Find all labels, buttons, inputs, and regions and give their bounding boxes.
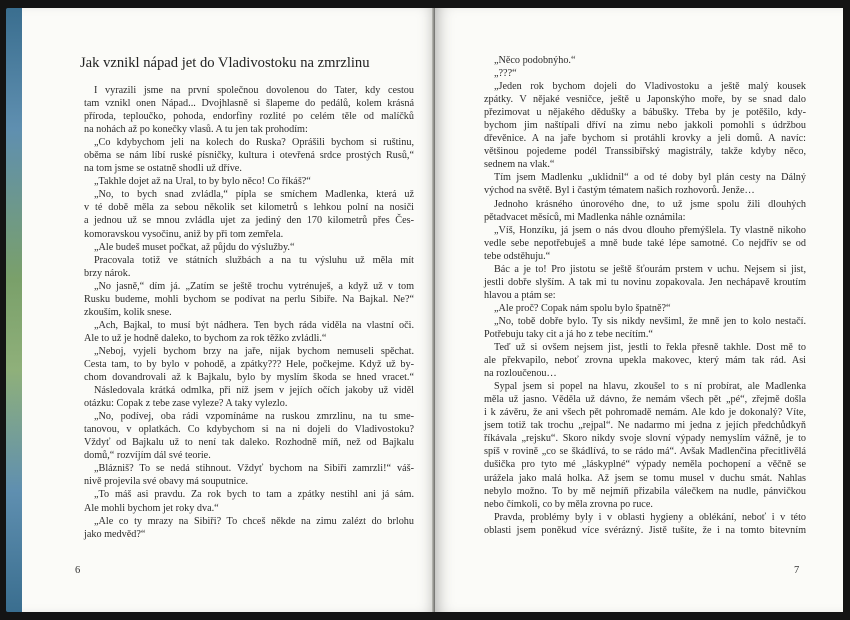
text-line: „Blázniš? To se nedá stihnout. Vždyť bychom na Sibiři zamrzli!“ váš- [94,463,414,475]
text-line: východ na světě. Byl i častým tématem našich rozhovorů. Jenže… [484,185,755,197]
text-line: Pracovala totiž ve státních službách a na tu výsluhu už měla mít [94,254,414,266]
text-line: oběma se nám líbí ruské písničky, kultura i otevřená srdce prostých Rusů,“ [84,150,414,162]
text-line: jsem totiž tak trochu „rejpal“. Ne nadarmo mi jedna z jejích předchůdkyň [484,420,806,432]
text-line: oblasti jsem poněkud více svérázný. Jistě tušíte, že i na tomto bitevním [484,524,806,536]
text-line: v té době měla za sebou několik set kilometrů s lehkou polní na nosiči [84,202,414,214]
text-line: říkávala „rejsku“. Skoro nikdy svoje slovní výpady nemyslím vážně, je to [484,433,806,445]
text-line: Tím jsem Madlenku „uklidnil“ a od té doby byl plán cesty na Dálný [494,172,806,184]
text-line: zkouším, kolik snese. [84,306,172,318]
text-line: „???“ [494,68,517,80]
text-line: na rozloučenou… [484,368,557,380]
text-line: „No, tobě dobře bylo. Ty sis nikdy nevšiml, že mně jen to kolo nestačí. [494,315,806,327]
text-line: „Co kdybychom jeli na kolech do Ruska? Oprášili bychom si ruštinu, [94,137,414,149]
text-line: „Něco podobnýho.“ [494,55,576,66]
text-line: Teď už si ovšem nejsem jist, jestli to řekla přesně takhle. Dost mě to [494,342,806,354]
text-line: na tom jsme se ostatně shodli už dříve. [84,163,242,175]
text-line: dřevěnice. A na jaře bychom si protáhli krovky a jeli domů. A navíc: [484,133,806,145]
text-line: Cesta tam, to by bylo v pohodě, a zpátky??? Hele, počkejme. Když už by- [84,358,414,370]
right-page [435,8,843,612]
text-line: Ale to už je hodně daleko, to bychom za rok těžko zvládli.“ [84,332,327,344]
text-line: měla už jasno. Věděla už dávno, že nemám všech pět „pé“, zřejmě došla [484,394,806,406]
text-line: „No, podívej, oba rádi vzpomínáme na ruskou zmrzlinu, na tu sme- [94,411,414,423]
text-line: „Jeden rok bychom dojeli do Vladivostoku a ještě malý kousek [494,81,806,93]
chapter-title: Jak vznikl nápad jet do Vladivostoku na zmrzlinu [80,55,370,71]
text-line: hlavou a ptám se: [484,289,556,301]
text-line: Rusku budeme, mohli bychom se podívat na perlu Sibiře. Na Bajkal. Ne?“ [84,293,414,305]
text-line: „Ach, Bajkal, to musí být nádhera. Ten bych ráda viděla na vlastní oči. [94,319,414,331]
text-line: komoravskou vysočinu, aniž by při tom zemřela. [84,228,284,240]
text-line: „To máš asi pravdu. Za rok bych to tam a zpátky nestihl ani já sám. [94,489,414,501]
text-line: sednem na vlak.“ [484,159,555,171]
text-line: tanovou, v oplatkách. Co kdybychom si na ni dojeli do Vladivostoku? [84,424,414,436]
text-line: ale překvapilo, neboť zrovna upekla makovec, který mám tak rád. Asi [484,355,806,367]
text-line: jako medvěd?“ [84,528,146,540]
text-line: přezimovat u nějakého dědušky a bábušky. Třeba by je potěšilo, kdy- [484,107,806,119]
left-page [22,8,435,612]
text-line: dušička pro tyto mé „láskyplné“ výpady neměla pochopení a věčně se [484,459,806,471]
text-line: Sypal jsem si popel na hlavu, zkoušel to s ní probírat, ale Madlenka [494,381,806,393]
text-line: jestli dobře slyším. A tak mi tu novinu zopakovala. Jen nechápavě kroutím [484,276,806,288]
text-line: a jednou už se mnou zvládla ujet za jediný den 170 kilometrů přes Čes- [84,215,414,227]
text-line: I vyrazili jsme na první společnou dovolenou do Tater, kdy cestou [94,85,414,96]
text-line: „Neboj, vyjeli bychom brzy na jaře, nijak bychom nemuseli spěchat. [94,345,414,357]
text-line: chom dovandrovali až k Bajkalu, bylo by myslím škoda se hned vracet.“ [84,372,414,384]
text-line: Bác a je to! Pro jistotu se ještě šťourám prstem v uchu. Nejsem si jist, [494,263,806,275]
text-line: Vždyť od Bajkalu už to není tak daleko. Rozhodně míň, než od Bajkalu [84,437,414,449]
text-line: vedle sebe nepotřebuješ a mně bude také lépe samotné. Co nejdřív se od [484,237,806,249]
text-line: „Ale proč? Copak nám spolu bylo špatně?“ [494,302,671,314]
text-line: zpátky. V nějaké vesničce, ještě u Japonskýho moře, by se snad dalo [484,94,806,106]
text-line: nebylo možno. To by mě nejmíň přizabila válečkem na nudle, pánvičkou [484,485,806,497]
text-line: „Víš, Honzíku, já jsem o nás dvou dlouho přemýšlela. Ty vlastně nikoho [494,224,806,236]
text-line: urážela jako malá holka. Až jsem se tomu musel v duchu smát. Nahlas [484,472,806,484]
text-line: i k závěru, že ani všech pět pohromadě nemám. Ale kdo je dokonalý? Víte, [484,407,806,419]
text-line: nivě projevila své obavy má souputnice. [84,476,249,488]
text-line: Pravda, problémy byly i v oblasti hygieny a oblékání, neboť i v této [494,511,806,523]
text-line: Potřebuju taky cit a já ho z tebe necítím.“ [484,328,653,340]
text-line: „Ale budeš muset počkat, až půjdu do výslužby.“ [94,241,295,253]
text-line: spíš v rovině „co se škádlívá, to se rádo má“. Avšak Madlenčina přecitlivělá [484,446,806,458]
right-page-body [484,54,806,537]
text-line: tebe odstěhuju.“ [484,250,551,262]
text-line: pětadvacet měsíců, mi Madlenka náhle oznámila: [484,211,686,223]
text-line: tam vznikl onen Nápad... Dvojhlasně si šlapeme do pedálů, kolem krásná [84,98,414,110]
text-line: „No, to bych snad zvládla,“ pípla se smíchem Madlenka, která už [94,189,414,201]
text-line: domů,“ rozvíjím dál své teorie. [84,450,211,462]
text-line: příroda, teploučko, pohoda, endorfiny rozlité po celém těle od malíčků [84,111,414,123]
text-line: „No jasně,“ dím já. „Zatím se ještě trochu vytrénuješ, a když už v tom [94,280,414,292]
left-page-body [84,84,414,541]
text-line: otázku: Copak z tebe zase vyleze? A taky vylezlo. [84,398,288,410]
text-line: většinou pojedeme podél Transsibiřský magistrály, takže kdyby něco, [484,146,806,158]
text-line: „Ale co ty mrazy na Sibiři? To chceš někde na zimu zalézt do brlohu [94,515,414,527]
text-line: na nohách až po konečky vlasů. A tu jen tak prohodím: [84,124,308,136]
text-line: Ale mohli bychom jet roky dva.“ [84,502,219,514]
text-line: Jednoho krásného únorového dne, to už jsme spolu žili dlouhých [494,198,806,210]
text-line: nebo čímkoli, co by měla zrovna po ruce. [484,498,653,510]
text-line: Následovala krátká odmlka, při níž jsem v jejích očích jakoby už viděl [94,385,414,397]
right-page-number: 7 [794,565,800,576]
text-line: „Takhle dojet až na Ural, to by bylo něco! Co říkáš?“ [94,176,311,188]
text-line: brzy nárok. [84,267,131,279]
text-line: bychom jim naštípali dříví na zimu nebo jakkoli pomohli s údržbou [484,120,806,132]
left-page-number: 6 [75,565,81,576]
